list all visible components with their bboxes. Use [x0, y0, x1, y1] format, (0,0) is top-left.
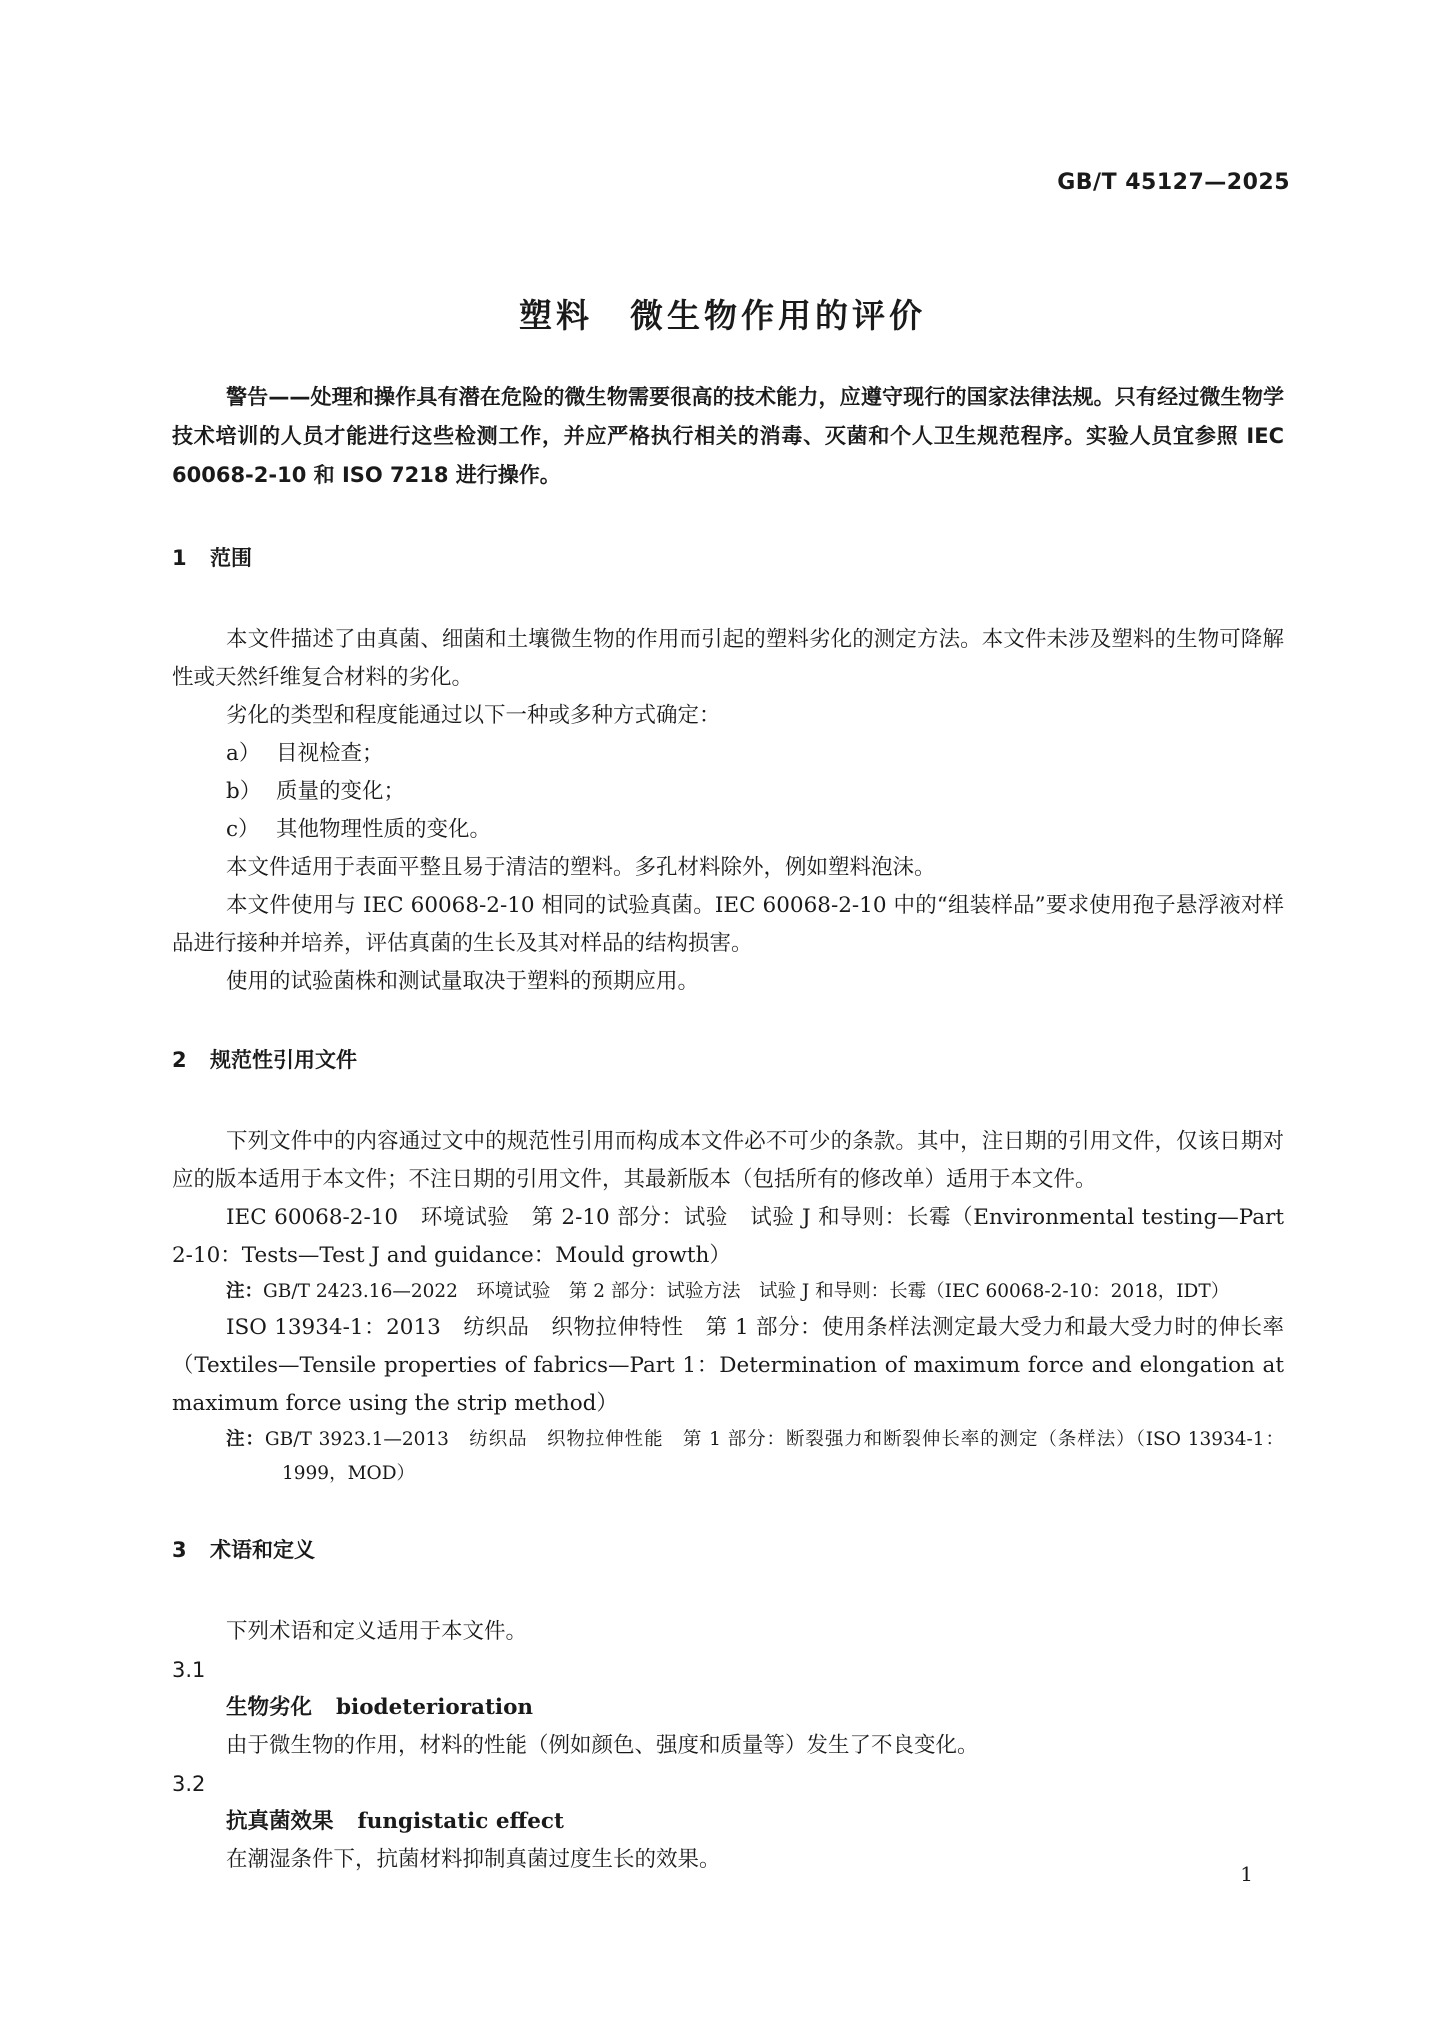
list-text: 其他物理性质的变化。 [276, 817, 492, 842]
term-name-zh: 生物劣化 [226, 1695, 313, 1720]
note-label: 注： [226, 1429, 265, 1450]
section-title: 范围 [210, 546, 252, 570]
term-number: 3.1 [172, 1658, 206, 1682]
list-label: a） [226, 741, 261, 766]
term-name-en: fungistatic effect [357, 1809, 564, 1834]
list-item [172, 773, 1284, 811]
paragraph: 本文件使用与 IEC 60068-2-10 相同的试验真菌。IEC 60068-2-10 中的“组装样品”要求使用孢子悬浮液对样品进行接种并培养，评估真菌的生长及其对样品的结构损害。 [172, 893, 1284, 956]
list-label: b） [226, 779, 262, 804]
term-name [172, 1803, 1284, 1841]
document-title: 塑料 微生物作用的评价 [519, 296, 926, 335]
paragraph: 本文件描述了由真菌、细菌和土壤微生物的作用而引起的塑料劣化的测定方法。本文件未涉及塑料的生物可降解性或天然纤维复合材料的劣化。 [172, 627, 1284, 690]
reference-note [172, 1423, 1284, 1491]
paragraph: 本文件适用于表面平整且易于清洁的塑料。多孔材料除外，例如塑料泡沫。 [226, 855, 936, 880]
section-number: 1 [172, 546, 187, 570]
paragraph: 下列文件中的内容通过文中的规范性引用而构成本文件必不可少的条款。其中，注日期的引用文件，仅该日期对应的版本适用于本文件；不注日期的引用文件，其最新版本（包括所有的修改单）适用于本文件。 [172, 1129, 1284, 1192]
page-number: 1 [1240, 1862, 1253, 1886]
reference-note [172, 1275, 1284, 1309]
list-text: 质量的变化； [276, 779, 406, 804]
document-body [172, 378, 1284, 1879]
paragraph: 下列术语和定义适用于本文件。 [226, 1619, 528, 1644]
document-code: GB/T 45127—2025 [1057, 170, 1290, 195]
note-label: 注： [226, 1281, 264, 1302]
list-item [172, 811, 1284, 849]
section-number: 3 [172, 1538, 187, 1562]
paragraph: 使用的试验菌株和测试量取决于塑料的预期应用。 [226, 969, 700, 994]
note-text: GB/T 2423.16—2022 环境试验 第 2 部分：试验方法 试验 J 和导则：长霉（IEC 60068-2-10：2018，IDT） [263, 1281, 1230, 1302]
section-title: 术语和定义 [210, 1538, 315, 1562]
section-3-heading [172, 1531, 1284, 1569]
term-number: 3.2 [172, 1772, 206, 1796]
reference-entry: IEC 60068-2-10 环境试验 第 2-10 部分：试验 试验 J 和导则：长霉（Environmental testing—Part 2-10：Tests—Test J and guidance：Mould growth） [172, 1205, 1284, 1268]
list-text: 目视检查； [276, 741, 384, 766]
note-text: GB/T 3923.1—2013 纺织品 织物拉伸性能 第 1 部分：断裂强力和断裂伸长率的测定（条样法）（ISO 13934-1：1999，MOD） [264, 1429, 1284, 1484]
warning-paragraph: 警告——处理和操作具有潜在危险的微生物需要很高的技术能力，应遵守现行的国家法律法规。只有经过微生物学技术培训的人员才能进行这些检测工作，并应严格执行相关的消毒、灭菌和个人卫生规范程序。实验人员宜参照 IEC 60068-2-10 和 ISO 7218 进行操作。 [172, 385, 1284, 487]
term-name [172, 1689, 1284, 1727]
term-definition: 在潮湿条件下，抗菌材料抑制真菌过度生长的效果。 [226, 1847, 721, 1872]
list-label: c） [226, 817, 260, 842]
term-definition: 由于微生物的作用，材料的性能（例如颜色、强度和质量等）发生了不良变化。 [226, 1733, 979, 1758]
section-1-heading [172, 539, 1284, 577]
section-title: 规范性引用文件 [210, 1048, 357, 1072]
term-name-zh: 抗真菌效果 [226, 1809, 334, 1834]
reference-entry: ISO 13934-1：2013 纺织品 织物拉伸特性 第 1 部分：使用条样法测定最大受力和最大受力时的伸长率（Textiles—Tensile properties of fabrics—Part 1：Determination of maximum force and elongation at maximum force using the strip method） [172, 1315, 1284, 1416]
list-item [172, 735, 1284, 773]
term-name-en: biodeterioration [336, 1695, 534, 1720]
section-number: 2 [172, 1048, 187, 1072]
paragraph: 劣化的类型和程度能通过以下一种或多种方式确定： [226, 703, 721, 728]
section-2-heading [172, 1041, 1284, 1079]
